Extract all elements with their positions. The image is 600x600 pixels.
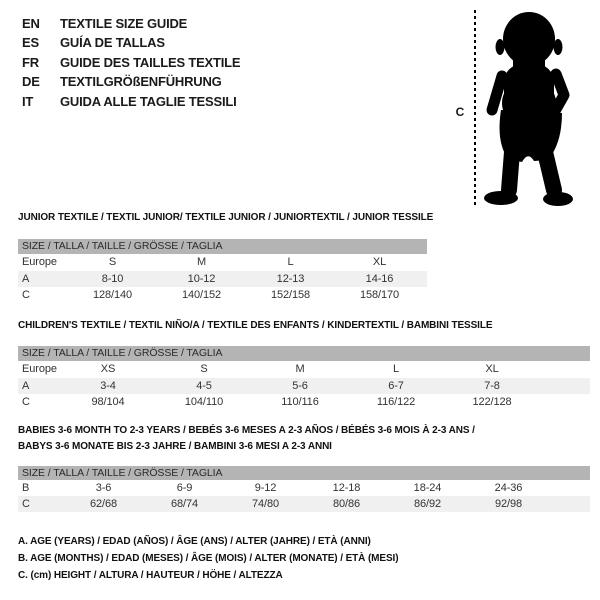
- cell: 86/92: [413, 498, 442, 510]
- cell: M: [196, 256, 207, 268]
- cell: 68/74: [170, 498, 199, 510]
- language-row-es: [22, 33, 240, 52]
- language-label: GUÍA DE TALLAS: [60, 35, 165, 51]
- row-label: Europe: [22, 256, 57, 268]
- language-code: FR: [22, 54, 39, 70]
- language-row-de: [22, 72, 240, 91]
- language-row-fr: [22, 53, 240, 72]
- junior-size-table: [18, 239, 427, 303]
- cell: 116/122: [376, 396, 416, 408]
- cell: 10-12: [187, 273, 216, 285]
- size-header-bar: SIZE / TALLA / TAILLE / GRÖSSE / TAGLIA: [18, 466, 590, 480]
- table-row: [18, 254, 427, 271]
- cell: 7-8: [484, 380, 500, 392]
- cell: 158/170: [359, 289, 400, 301]
- table-row: [18, 361, 590, 378]
- cell: 4-5: [196, 380, 212, 392]
- language-code: EN: [22, 16, 40, 31]
- cell: 18-24: [413, 482, 442, 494]
- cell: 128/140: [92, 289, 133, 301]
- table-row: [18, 378, 590, 394]
- language-list: [22, 14, 240, 111]
- language-code: IT: [22, 93, 34, 109]
- row-label: B: [22, 482, 30, 494]
- language-code: DE: [22, 74, 40, 90]
- cell: L: [392, 363, 400, 375]
- cell: XL: [372, 256, 387, 268]
- children-size-table: [18, 346, 590, 410]
- language-row-en: [22, 14, 240, 33]
- cell: 3-4: [100, 380, 116, 392]
- row-label: A: [22, 380, 30, 392]
- row-label: C: [22, 289, 30, 301]
- language-label: TEXTILGRÖßENFÜHRUNG: [60, 74, 222, 90]
- cell: 104/110: [184, 396, 224, 408]
- cell: XL: [485, 363, 499, 375]
- cell: 6-9: [176, 482, 193, 494]
- cell: 122/128: [472, 396, 512, 408]
- cell: 24-36: [494, 482, 523, 494]
- footnote-age-months: B. AGE (MONTHS) / EDAD (MESES) / ÂGE (MOIS) / ALTER (MONATE) / ETÀ (MESI): [18, 553, 399, 564]
- row-label: A: [22, 273, 30, 285]
- cell: 140/152: [181, 289, 222, 301]
- table-row: [18, 271, 427, 287]
- cell: 6-7: [388, 380, 404, 392]
- cell: L: [287, 256, 294, 268]
- section-title-babies-line1: BABIES 3-6 MONTH TO 2-3 YEARS / BEBÉS 3-6 MESES A 2-3 AÑOS / BÉBÉS 3-6 MOIS À 2-3 ANS /: [18, 425, 475, 436]
- cell: 98/104: [91, 396, 125, 408]
- table-row: [18, 287, 427, 303]
- size-header-bar: SIZE / TALLA / TAILLE / GRÖSSE / TAGLIA: [18, 346, 590, 361]
- section-title-children: CHILDREN'S TEXTILE / TEXTIL NIÑO/A / TEXTILE DES ENFANTS / KINDERTEXTIL / BAMBINI TESSILE: [18, 320, 493, 331]
- table-row: [18, 394, 590, 410]
- cell: 3-6: [95, 482, 112, 494]
- row-label: C: [22, 498, 30, 510]
- height-measure-label: C: [455, 105, 465, 119]
- language-label: GUIDA ALLE TAGLIE TESSILI: [60, 93, 237, 109]
- cell: 8-10: [101, 273, 124, 285]
- language-label: GUIDE DES TAILLES TEXTILE: [60, 54, 241, 70]
- cell: 14-16: [365, 273, 394, 285]
- size-header-bar: SIZE / TALLA / TAILLE / GRÖSSE / TAGLIA: [18, 239, 427, 254]
- cell: S: [108, 256, 117, 268]
- row-label: C: [22, 396, 30, 408]
- language-row-it: [22, 92, 240, 111]
- cell: 110/116: [281, 396, 319, 408]
- cell: 62/68: [89, 498, 118, 510]
- cell: 80/86: [332, 498, 361, 510]
- cell: S: [200, 363, 208, 375]
- toddler-silhouette-icon: [483, 10, 578, 206]
- cell: 92/98: [494, 498, 523, 510]
- cell: 5-6: [292, 380, 308, 392]
- footnote-height-cm: C. (cm) HEIGHT / ALTURA / HAUTEUR / HÖHE / ALTEZZA: [18, 570, 283, 581]
- cell: M: [295, 363, 305, 375]
- table-row: [18, 496, 590, 512]
- cell: 74/80: [251, 498, 280, 510]
- section-title-junior: JUNIOR TEXTILE / TEXTIL JUNIOR/ TEXTILE JUNIOR / JUNIORTEXTIL / JUNIOR TESSILE: [18, 212, 434, 223]
- height-measure-line: [474, 10, 476, 207]
- babies-size-table: [18, 466, 590, 512]
- footnote-age-years: A. AGE (YEARS) / EDAD (AÑOS) / ÂGE (ANS) / ALTER (JAHRE) / ETÀ (ANNI): [18, 536, 371, 547]
- section-title-babies-line2: BABYS 3-6 MONATE BIS 2-3 JAHRE / BAMBINI 3-6 MESI A 2-3 ANNI: [18, 441, 332, 452]
- cell: 152/158: [270, 289, 311, 301]
- row-label: Europe: [22, 363, 57, 375]
- cell: 9-12: [254, 482, 277, 494]
- cell: XS: [100, 363, 116, 375]
- cell: 12-18: [332, 482, 361, 494]
- language-code: ES: [22, 35, 39, 51]
- table-row: [18, 480, 590, 496]
- language-label: TEXTILE SIZE GUIDE: [60, 16, 188, 31]
- cell: 12-13: [276, 273, 305, 285]
